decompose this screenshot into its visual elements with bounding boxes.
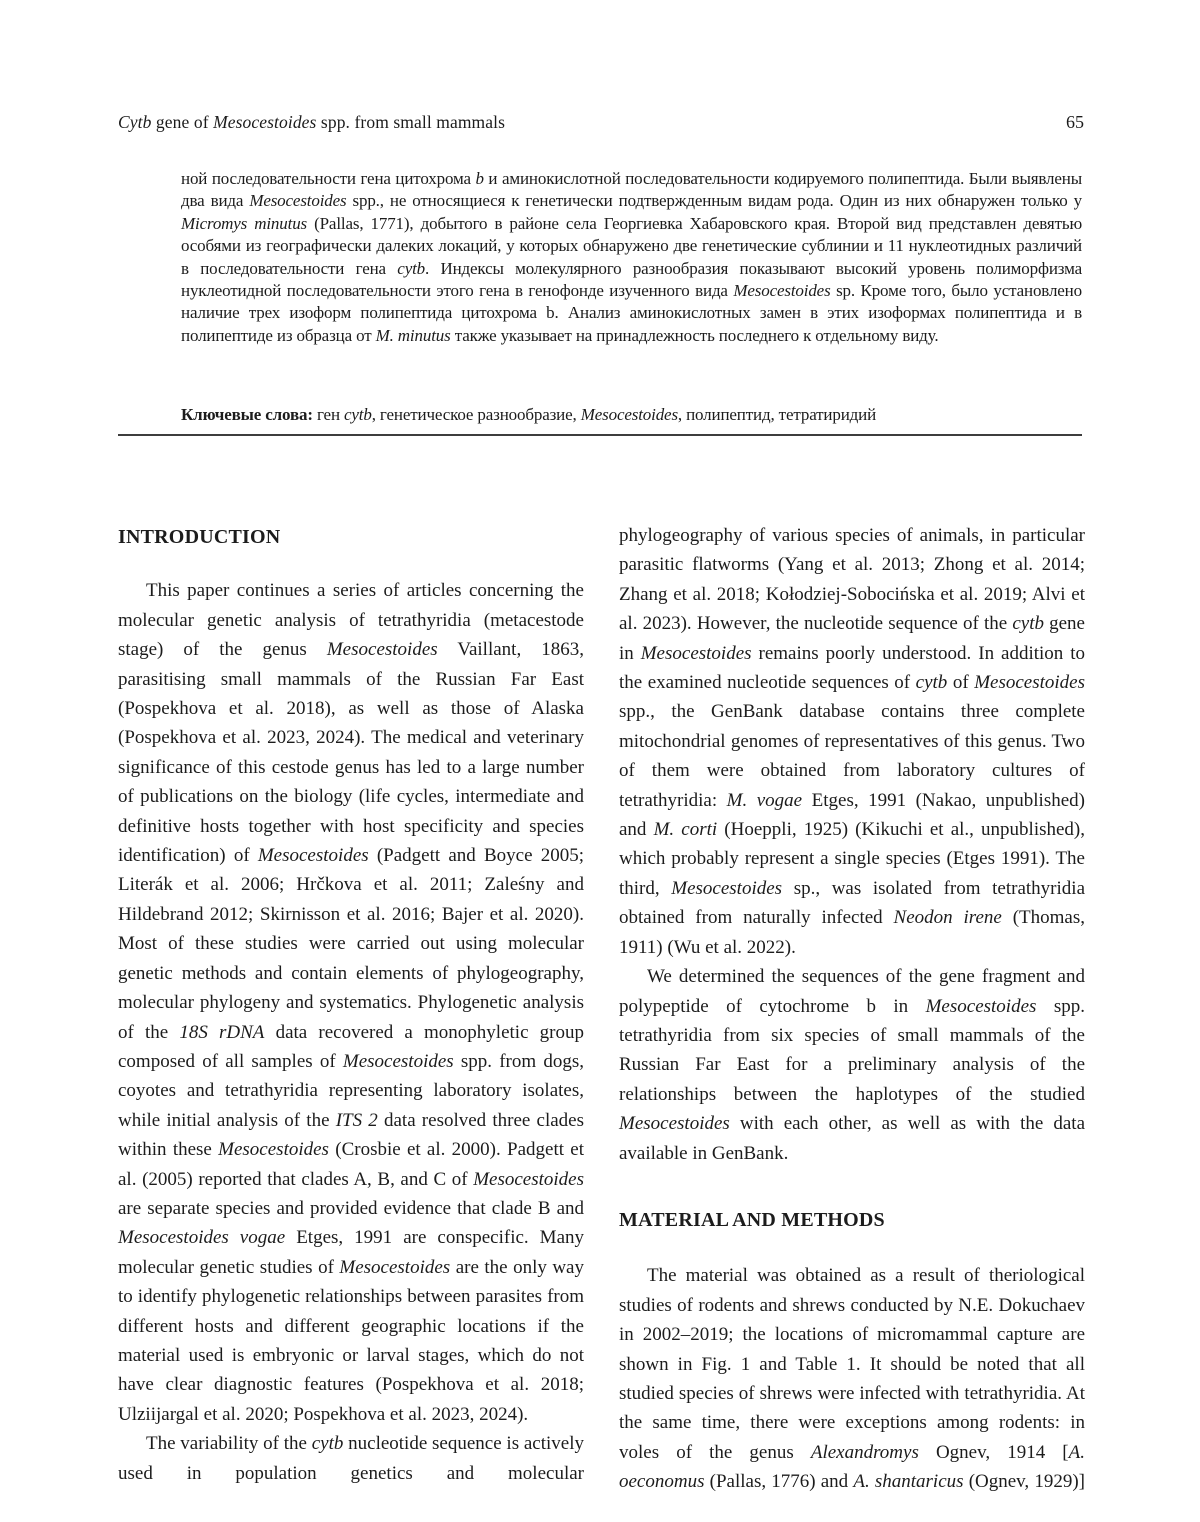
column-left	[118, 521, 584, 1497]
introduction-heading: INTRODUCTION	[118, 526, 281, 548]
page-number: 65	[1066, 112, 1084, 132]
running-head	[118, 112, 1084, 133]
column-right	[619, 521, 1085, 1497]
introduction-paragraph-3: phylogeography of various species of animals, in particular parasitic flatworms (Yang et al. 2013; Zhong et al. 2014; Zhang et al. 2018; Kołodziej-Sobocińska et al. 2019; Alvi et al. 2023). However, the nucleotide sequence of the cytb gene in Mesocestoides remains poorly understood. In addition to the examined nucleotide sequences of cytb of Mesocestoides spp., the GenBank database contains three complete mitochondrial genomes of representatives of this genus. Two of them were obtained from laboratory cultures of tetrathyridia: M. vogae Etges, 1991 (Nakao, unpublished) and M. corti (Hoeppli, 1925) (Kikuchi et al., unpublished), which probably represent a single species (Etges 1991). The third, Mesocestoides sp., was isolated from tetrathyridia obtained from naturally infected Neodon irene (Thomas, 1911) (Wu et al. 2022).	[619, 525, 1086, 958]
running-head-title: Cytb gene of Mesocestoides spp. from small mammals	[118, 112, 506, 132]
introduction-paragraph-1: This paper continues a series of articles concerning the molecular genetic analysis of tetrathyridia (metacestode stage) of the genus Mesocestoides Vaillant, 1863, parasitising small mammals of the Russian Far East (Pospekhova et al. 2018), as well as those of Alaska (Pospekhova et al. 2023, 2024). The medical and veterinary significance of this cestode genus has led to a large number of publications on the biology (life cycles, intermediate and definitive hosts together with host specificity and species identification) of Mesocestoides (Padgett and Boyce 2005; Literák et al. 2006; Hrčkova et al. 2011; Zaleśny and Hildebrand 2012; Skirnisson et al. 2016; Bajer et al. 2020). Most of these studies were carried out using molecular genetic methods and contain elements of phylogeography, molecular phylogeny and systematics. Phylogenetic analysis of the 18S rDNA data recovered a monophyletic group composed of all samples of Mesocestoides spp. from dogs, coyotes and tetrathyridia representing laboratory isolates, while initial analysis of the ITS 2 data resolved three clades within these Mesocestoides (Crosbie et al. 2000). Padgett et al. (2005) reported that clades A, B, and C of Mesocestoides are separate species and provided evidence that clade B and Mesocestoides vogae Etges, 1991 are conspecific. Many molecular genetic studies of Mesocestoides are the only way to identify phylogenetic relationships between parasites from different hosts and different geographic locations if the material used is embryonic or larval stages, which do not have clear diagnostic features (Pospekhova et al. 2018; Ulziijargal et al. 2020; Pospekhova et al. 2023, 2024).	[118, 580, 584, 1425]
methods-heading: MATERIAL AND METHODS	[619, 1208, 885, 1231]
abstract-russian: ной последовательности гена цитохрома b и аминокислотной последовательности кодируемого полипептида. Были выявлены два вида Mesocestoides spp., не относящиеся к генетически подтвержденным видам рода. Один из них обнаружен только у Micromys minutus (Pallas, 1771), добытого в районе села Георгиевка Хабаровского края. Второй вид представлен девятью особями из географически далеких локаций, у которых обнаружено две генетические сублинии и 11 нуклеотидных различий в последовательности гена cytb. Индексы молекулярного разнообразия показывают высокий уровень полиморфизма нуклеотидной последовательности этого гена в генофонде изученного вида Mesocestoides sp. Кроме того, было установлено наличие трех изоформ полипептида цитохрома b. Анализ аминокислотных замен в этих изоформах полипептида и в полипептиде из образца от M. minutus также указывает на принадлежность последнего к отдельному виду.	[181, 169, 1082, 345]
keywords-line: Ключевые слова: ген cytb, генетическое разнообразие, Mesocestoides, полипептид, тетратиридий	[181, 405, 877, 424]
section-divider-rule	[118, 434, 1082, 436]
body-columns	[118, 521, 1085, 1497]
introduction-paragraph-2: The variability of the cytb nucleotide sequence is actively used in population genetics and molecular	[118, 1433, 584, 1484]
methods-paragraph-1: The material was obtained as a result of theriological studies of rodents and shrews conducted by N.E. Dokuchaev in 2002–2019; the locations of micromammal capture are shown in Fig. 1 and Table 1. It should be noted that all studied species of shrews were infected with tetrathyridia. At the same time, there were exceptions among rodents: in voles of the genus Alexandromys Ognev, 1914 [A. oeconomus (Pallas, 1776) and A. shantaricus (Ognev, 1929)]	[619, 1265, 1085, 1493]
introduction-paragraph-4: We determined the sequences of the gene fragment and polypeptide of cytochrome b in Mesocestoides spp. tetrathyridia from six species of small mammals of the Russian Far East for a preliminary analysis of the relationships between the haplotypes of the studied Mesocestoides with each other, as well as with the data available in GenBank.	[619, 966, 1085, 1164]
